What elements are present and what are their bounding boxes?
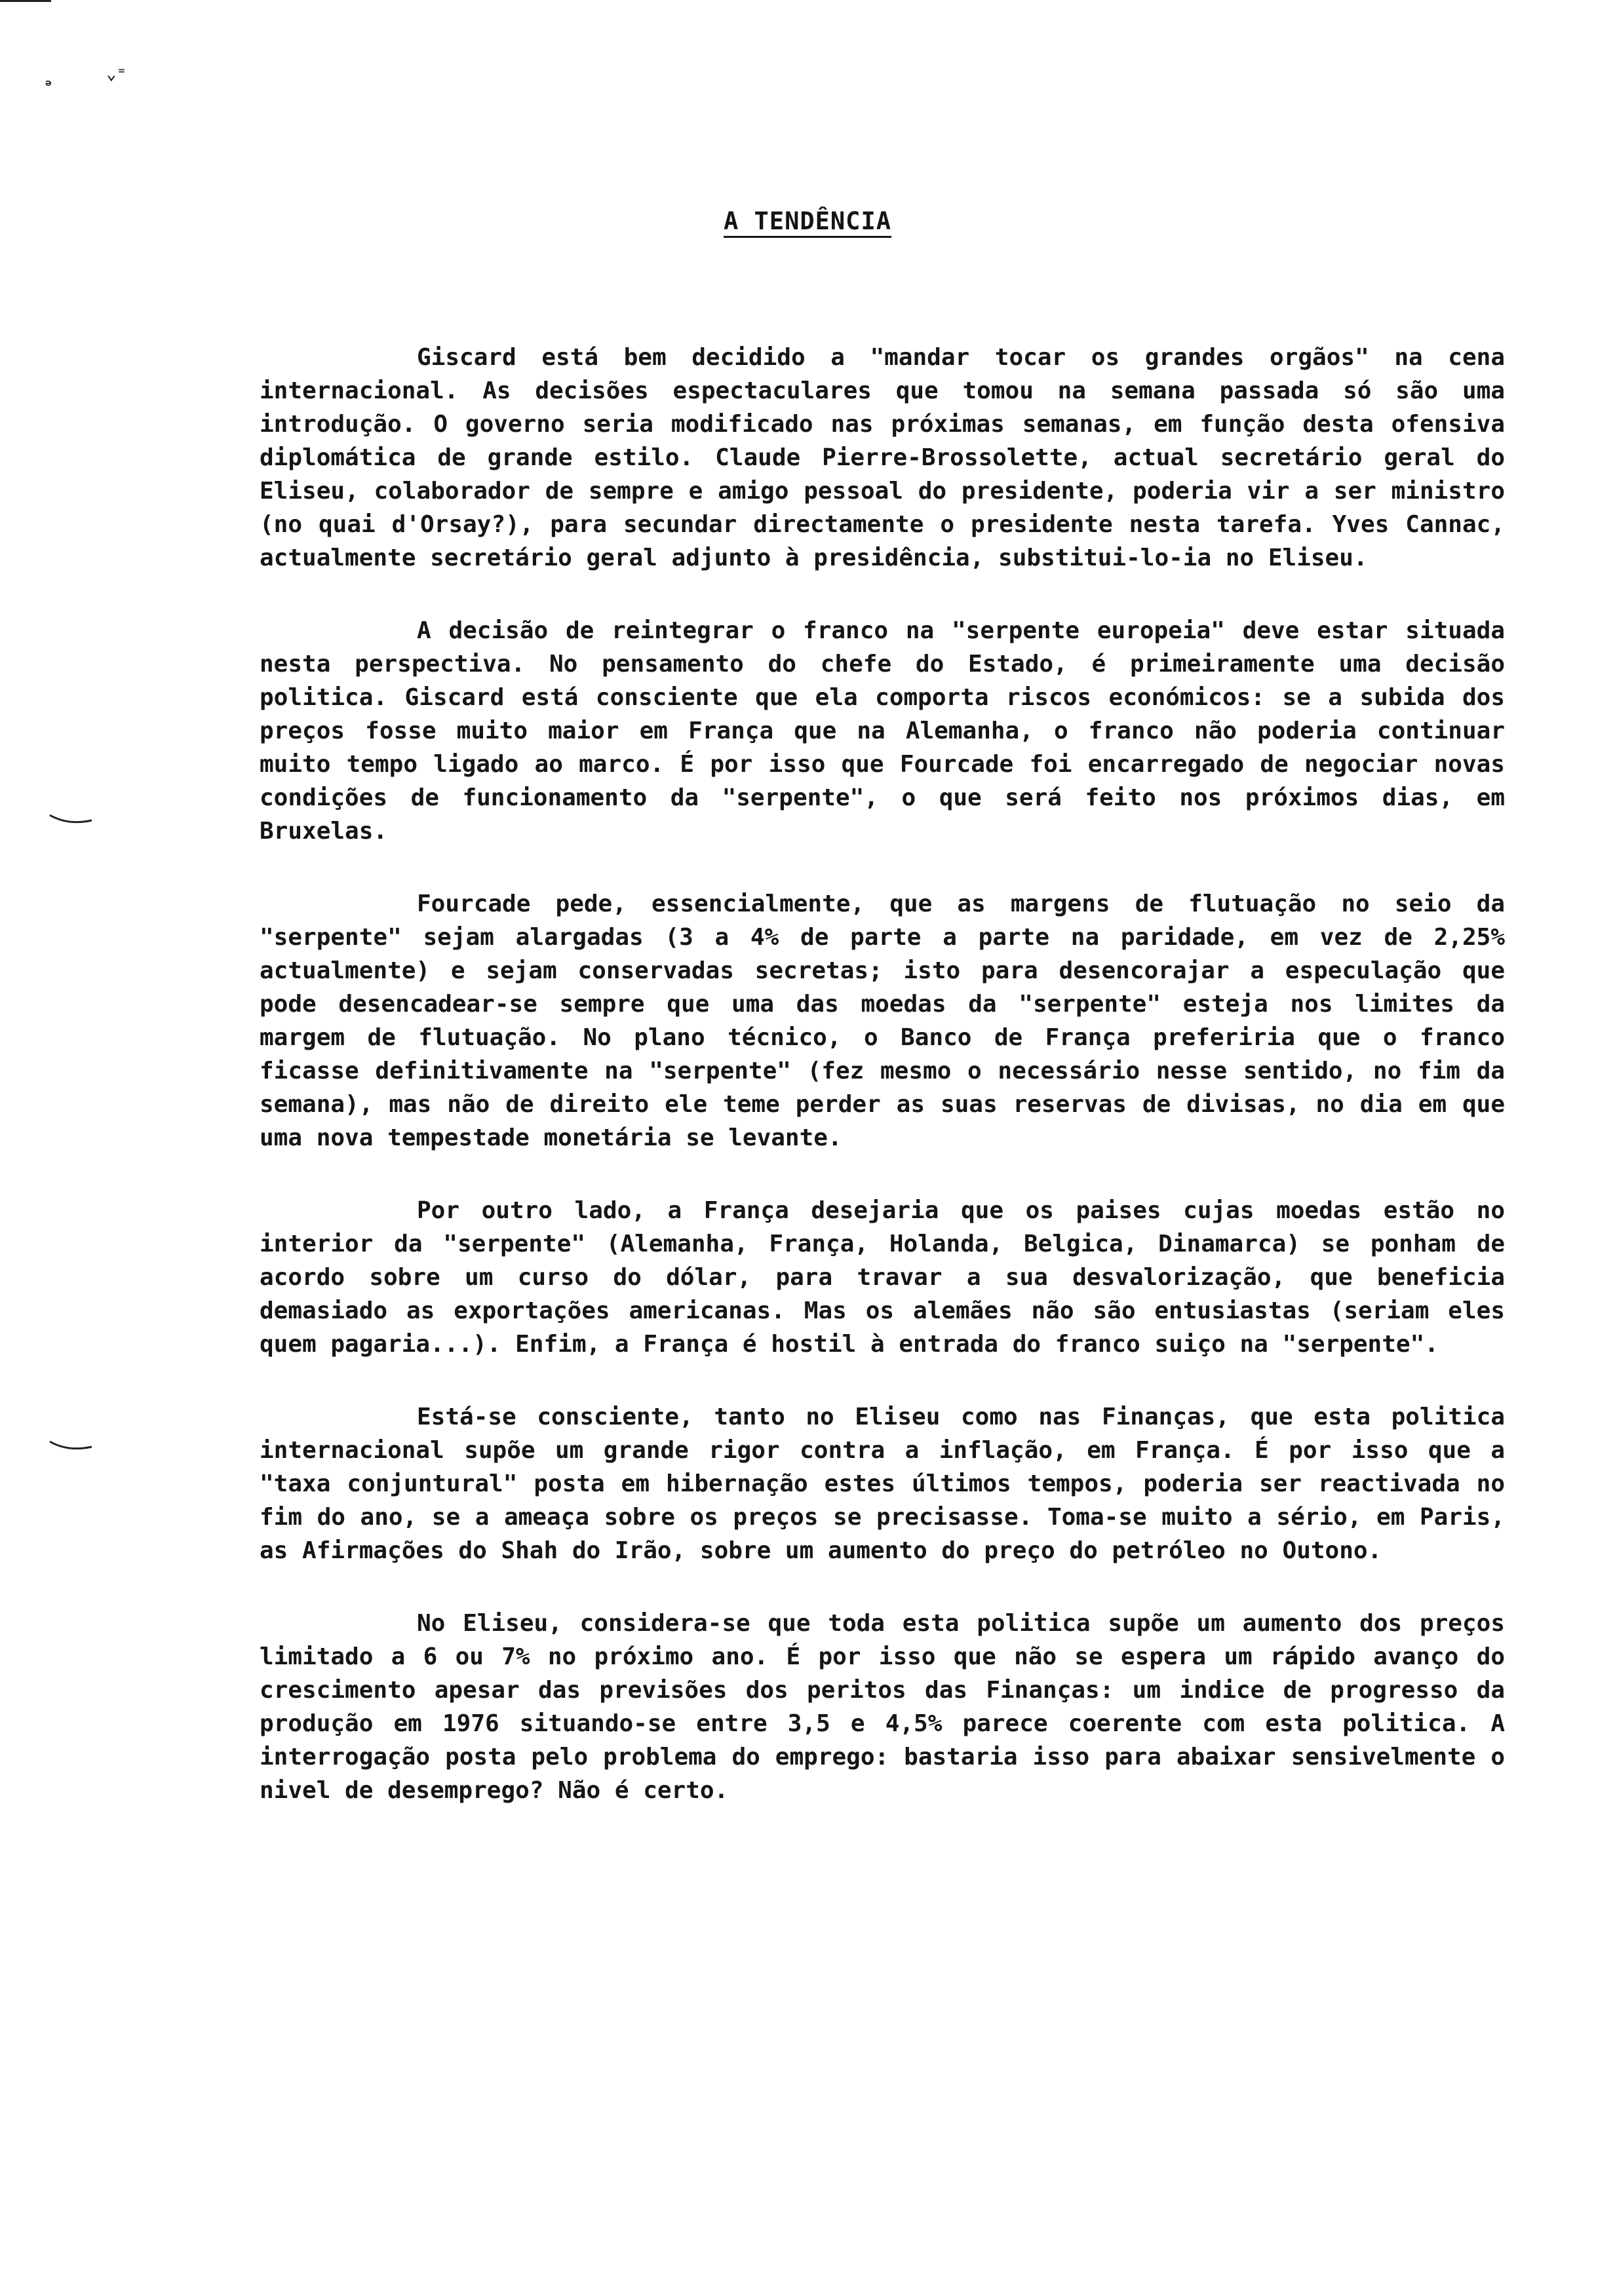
paragraph: No Eliseu, considera-se que toda esta politica supõe um aumento dos preços limitado a 6 ou 7% no próximo ano. É por isso que não se espera um rápido avanço do crescimento apesar das previsões dos peritos das Finanças: um indice de progresso da produção em 1976 situando-se entre 3,5 e 4,5% parece coerente com esta politica. A interrogação posta pelo problema do emprego: bastaria isso para abaixar sensivelmente o nivel de desemprego? Não é certo.: [260, 1610, 1505, 1804]
paragraph: Por outro lado, a França desejaria que os paises cujas moedas estão no interior da "serpente" (Alemanha, França, Holanda, Belgica, Dinamarca) se ponham de acordo sobre um curso do dólar, para travar a sua desvalorização, que beneficia demasiado as exportações americanas. Mas os alemães não são entusiastas (seriam eles quem pagaria...). Enfim, a França é hostil à entrada do franco suiço na "serpente".: [260, 1197, 1505, 1358]
fold-mark-bottom: [49, 1439, 94, 1452]
paragraph: Está-se consciente, tanto no Eliseu como nas Finanças, que esta politica internacional supõe um grande rigor contra a inflação, em França. É por isso que a "taxa conjuntural" posta em hibernação estes últimos tempos, poderia ser reactivada no fim do ano, se a ameaça sobre os preços se precisasse. Toma-se muito a sério, em Paris, as Afirmações do Shah do Irão, sobre um aumento do preço do petróleo no Outono.: [260, 1404, 1505, 1564]
paragraph: Fourcade pede, essencialmente, que as margens de flutuação no seio da "serpente" sejam alargadas (3 a 4% de parte a parte na paridade, em vez de 2,25% actualmente) e sejam conservadas secretas; isto para desencorajar a especulação que pode desencadear-se sempre que uma das moedas da "serpente" esteja nos limites da margem de flutuação. No plano técnico, o Banco de França preferiria que o franco ficasse definitivamente na "serpente" (fez mesmo o necessário nesse sentido, no fim da semana), mas não de direito ele teme perder as suas reservas de divisas, no dia em que uma nova tempestade monetária se levante.: [260, 890, 1505, 1151]
paragraph: A decisão de reintegrar o franco na "serpente europeia" deve estar situada nesta perspectiva. No pensamento do chefe do Estado, é primeiramente uma decisão politica. Giscard está consciente que ela comporta riscos económicos: se a subida dos preços fosse muito maior em França que na Alemanha, o franco não poderia continuar muito tempo ligado ao marco. É por isso que Fourcade foi encarregado de negociar novas condições de funcionamento da "serpente", o que será feito nos próximos dias, em Bruxelas.: [260, 617, 1505, 845]
margin-mark-right: ⌄⁼: [106, 64, 127, 84]
fold-mark-top: [49, 813, 94, 826]
margin-mark-left: ₔ: [43, 71, 54, 90]
top-rule: [0, 0, 51, 2]
document-body: [260, 341, 1505, 1846]
document-title: A TENDÊNCIA: [723, 207, 892, 235]
paragraph: Giscard está bem decidido a "mandar tocar os grandes orgãos" na cena internacional. As decisões espectaculares que tomou na semana passada só são uma introdução. O governo seria modificado nas próximas semanas, em função desta ofensiva diplomática de grande estilo. Claude Pierre-Brossolette, actual secretário geral do Eliseu, colaborador de sempre e amigo pessoal do presidente, poderia vir a ser ministro (no quai d'Orsay?), para secundar directamente o presidente nesta tarefa. Yves Cannac, actualmente secretário geral adjunto à presidência, substitui-lo-ia no Eliseu.: [260, 344, 1505, 571]
